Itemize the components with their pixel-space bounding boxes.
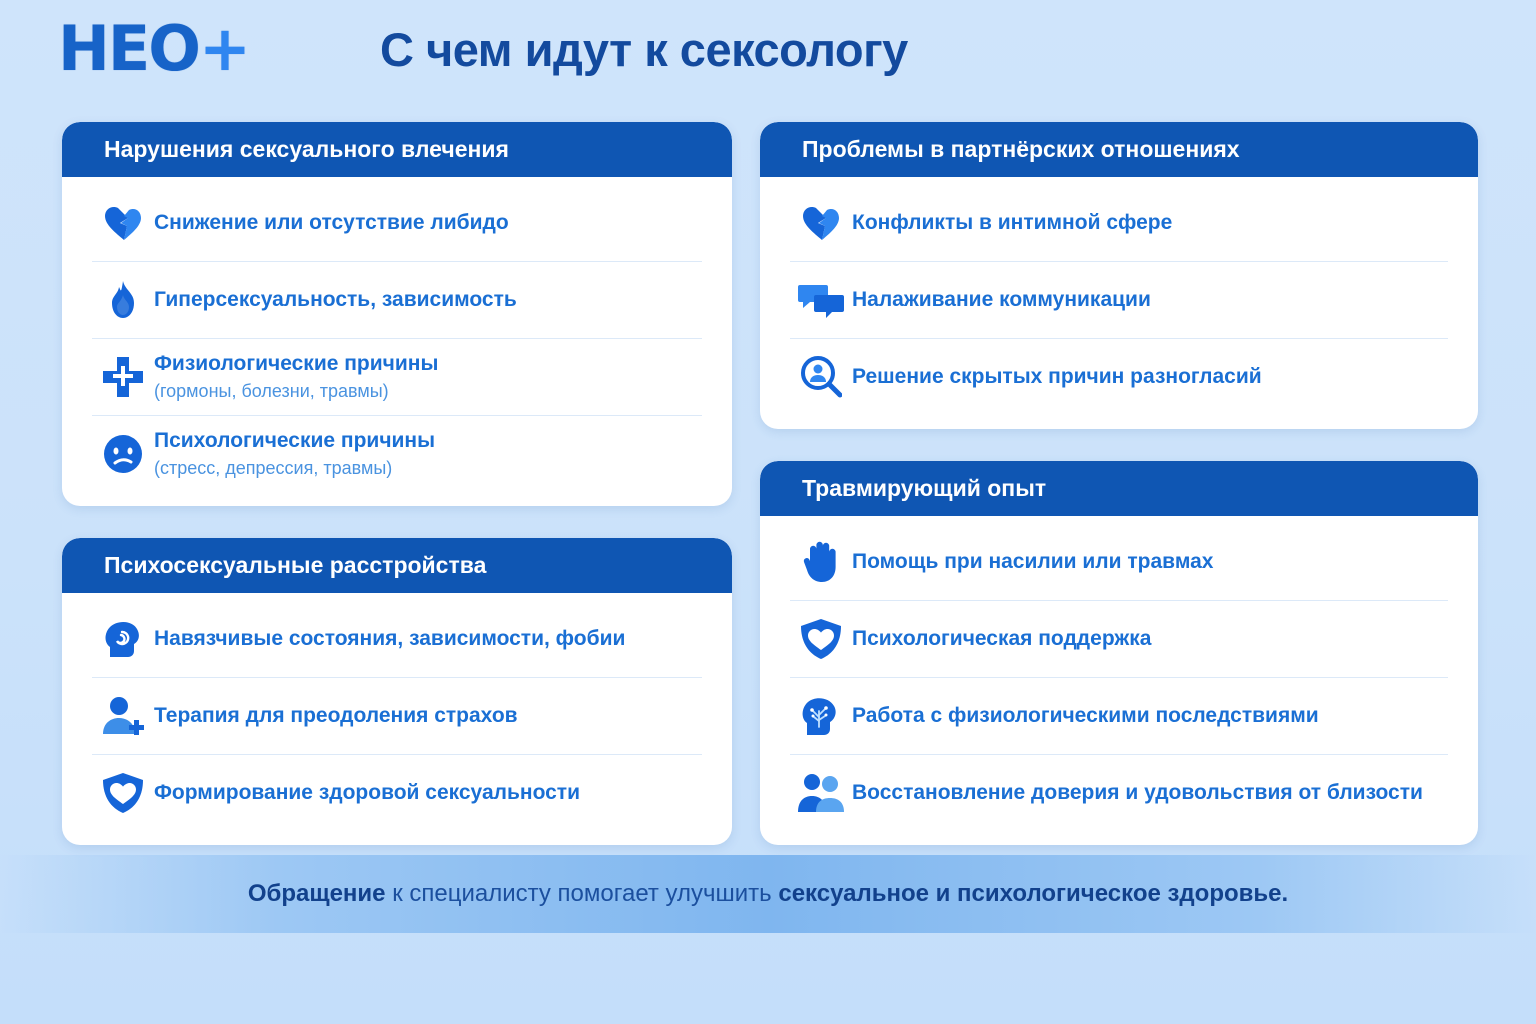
list-item[interactable] bbox=[790, 339, 1448, 415]
list-item[interactable] bbox=[92, 416, 702, 492]
list-item[interactable] bbox=[92, 755, 702, 831]
card-psychosexual-disorders bbox=[62, 538, 732, 845]
page-title: С чем идут к сексологу bbox=[380, 23, 908, 76]
list-item-label: Конфликты в интимной сфере bbox=[852, 211, 1173, 234]
list-item[interactable] bbox=[92, 339, 702, 416]
head-spiral-icon bbox=[92, 619, 154, 659]
footer-message bbox=[248, 880, 1288, 908]
list-item-text bbox=[154, 626, 702, 652]
footer-middle: к специалисту помогает улучшить bbox=[385, 880, 779, 907]
footer-banner bbox=[0, 855, 1536, 933]
list-item-label: Навязчивые состояния, зависимости, фобии bbox=[154, 627, 626, 650]
list-item-text bbox=[852, 626, 1448, 652]
list-item-label: Снижение или отсутствие либидо bbox=[154, 211, 509, 234]
card-body bbox=[62, 177, 732, 506]
list-item[interactable] bbox=[790, 524, 1448, 601]
logo-text: НЕО bbox=[58, 12, 199, 85]
left-column bbox=[62, 122, 732, 877]
list-item-label: Решение скрытых причин разногласий bbox=[852, 365, 1262, 388]
list-item[interactable] bbox=[790, 601, 1448, 678]
sad-face-icon bbox=[92, 434, 154, 474]
card-partner-relationship-problems bbox=[760, 122, 1478, 429]
list-item-label: Работа с физиологическими последствиями bbox=[852, 704, 1319, 727]
list-item-label: Восстановление доверия и удовольствия от близости bbox=[852, 781, 1423, 804]
list-item-text bbox=[852, 364, 1448, 390]
list-item[interactable] bbox=[92, 185, 702, 262]
magnifier-person-icon bbox=[790, 356, 852, 398]
list-item[interactable] bbox=[790, 678, 1448, 755]
list-item-label: Формирование здоровой сексуальности bbox=[154, 781, 580, 804]
list-item[interactable] bbox=[92, 678, 702, 755]
logo-plus: + bbox=[198, 12, 249, 85]
card-title: Психосексуальные расстройства bbox=[62, 538, 732, 593]
broken-heart-icon bbox=[790, 204, 852, 242]
list-item-label: Помощь при насилии или травмах bbox=[852, 550, 1214, 573]
card-body bbox=[760, 177, 1478, 429]
footer-bold-end: сексуальное и психологическое здоровье. bbox=[778, 880, 1289, 907]
card-title: Травмирующий опыт bbox=[760, 461, 1478, 516]
list-item-text bbox=[154, 428, 702, 480]
right-column bbox=[760, 122, 1478, 877]
list-item-text bbox=[154, 780, 702, 806]
chat-bubbles-icon bbox=[790, 282, 852, 318]
shield-heart-icon bbox=[790, 619, 852, 659]
list-item-label: Терапия для преодоления страхов bbox=[154, 704, 518, 727]
person-plus-icon bbox=[92, 696, 154, 736]
list-item-sublabel: (гормоны, болезни, травмы) bbox=[154, 381, 389, 401]
flame-icon bbox=[92, 281, 154, 319]
list-item[interactable] bbox=[790, 262, 1448, 339]
list-item-text bbox=[852, 210, 1448, 236]
list-item-text bbox=[154, 703, 702, 729]
footer-bold-start: Обращение bbox=[247, 880, 386, 907]
card-libido-disorders bbox=[62, 122, 732, 506]
list-item-label: Психологические причины bbox=[154, 429, 436, 452]
couple-hug-icon bbox=[790, 772, 852, 814]
list-item-text bbox=[852, 703, 1448, 729]
card-title: Нарушения сексуального влечения bbox=[62, 122, 732, 177]
list-item-text bbox=[154, 210, 702, 236]
broken-heart-icon bbox=[92, 204, 154, 242]
list-item-label: Психологическая поддержка bbox=[852, 627, 1152, 650]
list-item[interactable] bbox=[92, 601, 702, 678]
shield-heart-icon bbox=[92, 773, 154, 813]
card-traumatic-experience bbox=[760, 461, 1478, 845]
list-item-label: Налаживание коммуникации bbox=[852, 288, 1151, 311]
card-title: Проблемы в партнёрских отношениях bbox=[760, 122, 1478, 177]
list-item-label: Физиологические причины bbox=[154, 352, 439, 375]
list-item-text bbox=[852, 287, 1448, 313]
list-item-label: Гиперсексуальность, зависимость bbox=[154, 288, 517, 311]
list-item-text bbox=[154, 351, 702, 403]
list-item[interactable] bbox=[790, 755, 1448, 831]
card-body bbox=[760, 516, 1478, 845]
page-header bbox=[0, 0, 1536, 112]
list-item-text bbox=[852, 780, 1448, 806]
stop-hand-icon bbox=[790, 541, 852, 583]
list-item-text bbox=[154, 287, 702, 313]
list-item-text bbox=[852, 549, 1448, 575]
list-item[interactable] bbox=[92, 262, 702, 339]
medical-cross-icon bbox=[92, 357, 154, 397]
brand-logo bbox=[58, 12, 249, 85]
list-item[interactable] bbox=[790, 185, 1448, 262]
card-body bbox=[62, 593, 732, 845]
list-item-sublabel: (стресс, депрессия, травмы) bbox=[154, 458, 393, 478]
brain-tree-icon bbox=[790, 695, 852, 737]
